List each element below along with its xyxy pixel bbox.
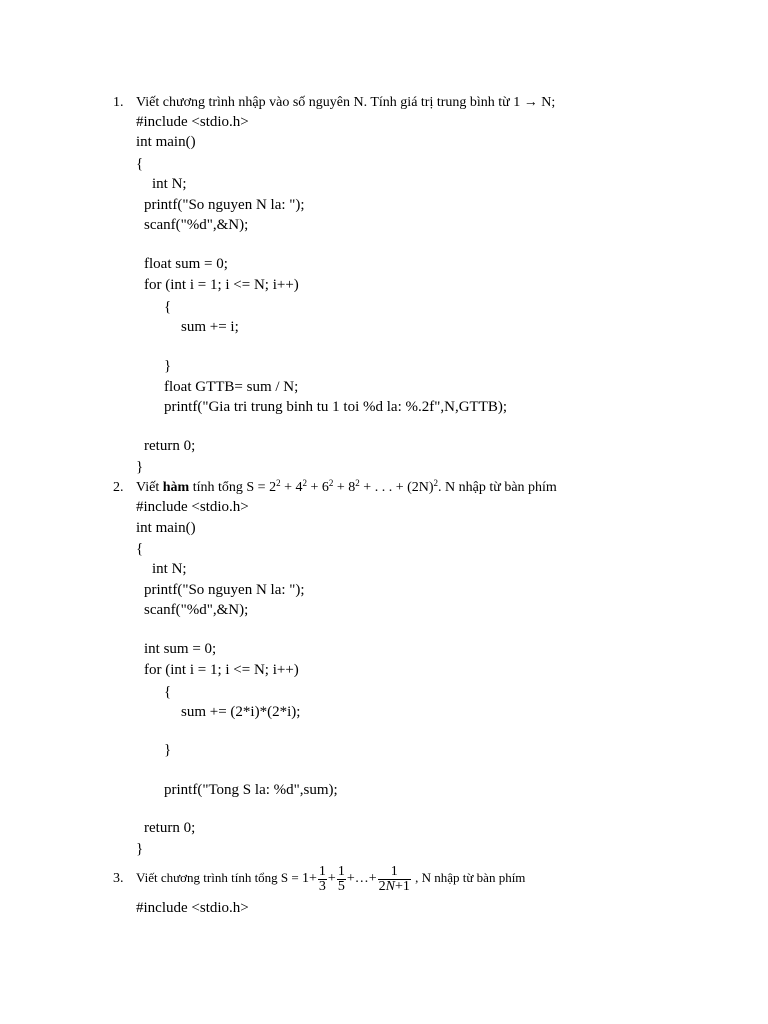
question-1-title	[136, 93, 555, 113]
formula-plus: +	[327, 871, 336, 886]
denominator-coef: 2	[378, 878, 386, 894]
term: + 6	[306, 480, 329, 495]
code-line: for (int i = 1; i <= N; i++)	[144, 277, 299, 293]
code-line: scanf("%d",&N);	[144, 217, 249, 233]
question-3-number: 3.	[113, 871, 124, 886]
question-1-title-suffix: N;	[541, 95, 556, 110]
exponent: 2	[302, 478, 307, 488]
code-line: return 0;	[144, 438, 196, 454]
code-line: int N;	[152, 561, 187, 577]
code-line: }	[164, 358, 172, 374]
fraction-1	[318, 865, 327, 894]
code-line: printf("Gia tri trung binh tu 1 toi %d la: %.2f",N,GTTB);	[164, 399, 508, 415]
code-line: sum += i;	[181, 319, 239, 335]
fraction-denominator: 3	[318, 878, 326, 894]
code-line: int N;	[152, 176, 187, 192]
term: + . . . + (2N)	[359, 480, 434, 495]
denominator-plus-one: +1	[394, 878, 410, 894]
code-line: float sum = 0;	[144, 256, 228, 272]
question-2-title-end: . N nhập từ bàn phím	[438, 480, 557, 495]
question-2-title	[136, 478, 557, 498]
question-2-title-part: tính tổng S = 2	[192, 480, 277, 495]
code-line: int main()	[136, 520, 196, 536]
formula-dots: +…+	[346, 871, 377, 886]
question-2-number: 2.	[113, 480, 124, 495]
question-1-number: 1.	[113, 95, 124, 110]
code-line: float GTTB= sum / N;	[164, 379, 299, 395]
formula-lead: 1+	[302, 871, 317, 886]
question-1-title-prefix: Viết chương trình nhập vào số nguyên N. Tính giá trị trung bình từ 1	[136, 95, 521, 110]
term: + 8	[333, 480, 356, 495]
question-2-title-word: Viết	[136, 480, 160, 495]
fraction-numerator: 1	[318, 863, 326, 879]
code-line: printf("So nguyen N la: ");	[144, 582, 305, 598]
code-line: int sum = 0;	[144, 641, 217, 657]
fraction-3	[378, 865, 411, 894]
exponent: 2	[355, 478, 360, 488]
fraction-2	[337, 865, 346, 894]
code-line: {	[136, 541, 144, 557]
exponent: 2	[328, 478, 334, 488]
code-line: }	[136, 841, 144, 857]
code-line: printf("Tong S la: %d",sum);	[164, 782, 338, 798]
code-line: return 0;	[144, 820, 196, 836]
code-line: {	[164, 684, 172, 700]
question-3-title	[136, 856, 525, 900]
code-line: sum += (2*i)*(2*i);	[181, 704, 301, 720]
code-line: #include <stdio.h>	[136, 499, 249, 515]
code-line: int main()	[136, 134, 196, 150]
exponent: 2	[276, 478, 281, 488]
code-line: #include <stdio.h>	[136, 900, 249, 916]
question-3-title-suffix: , N nhập từ bàn phím	[411, 870, 526, 885]
exponent: 2	[433, 478, 439, 488]
question-3-title-prefix: Viết chương trình tính tổng S =	[136, 870, 302, 885]
code-line: for (int i = 1; i <= N; i++)	[144, 662, 299, 678]
fraction-denominator	[378, 879, 411, 894]
code-line: #include <stdio.h>	[136, 114, 249, 130]
denominator-var: N	[385, 878, 395, 894]
code-line: {	[164, 299, 172, 315]
fraction-denominator: 5	[337, 878, 345, 894]
code-line: }	[164, 742, 172, 758]
code-line: {	[136, 156, 144, 172]
arrow-icon: →	[523, 95, 538, 110]
fraction-numerator: 1	[337, 863, 345, 879]
code-line: printf("So nguyen N la: ");	[144, 197, 305, 213]
code-line: }	[136, 459, 144, 475]
code-line: scanf("%d",&N);	[144, 602, 249, 618]
question-2-title-bold: hàm	[162, 480, 190, 495]
fraction-numerator: 1	[390, 863, 398, 879]
term: + 4	[280, 480, 303, 495]
